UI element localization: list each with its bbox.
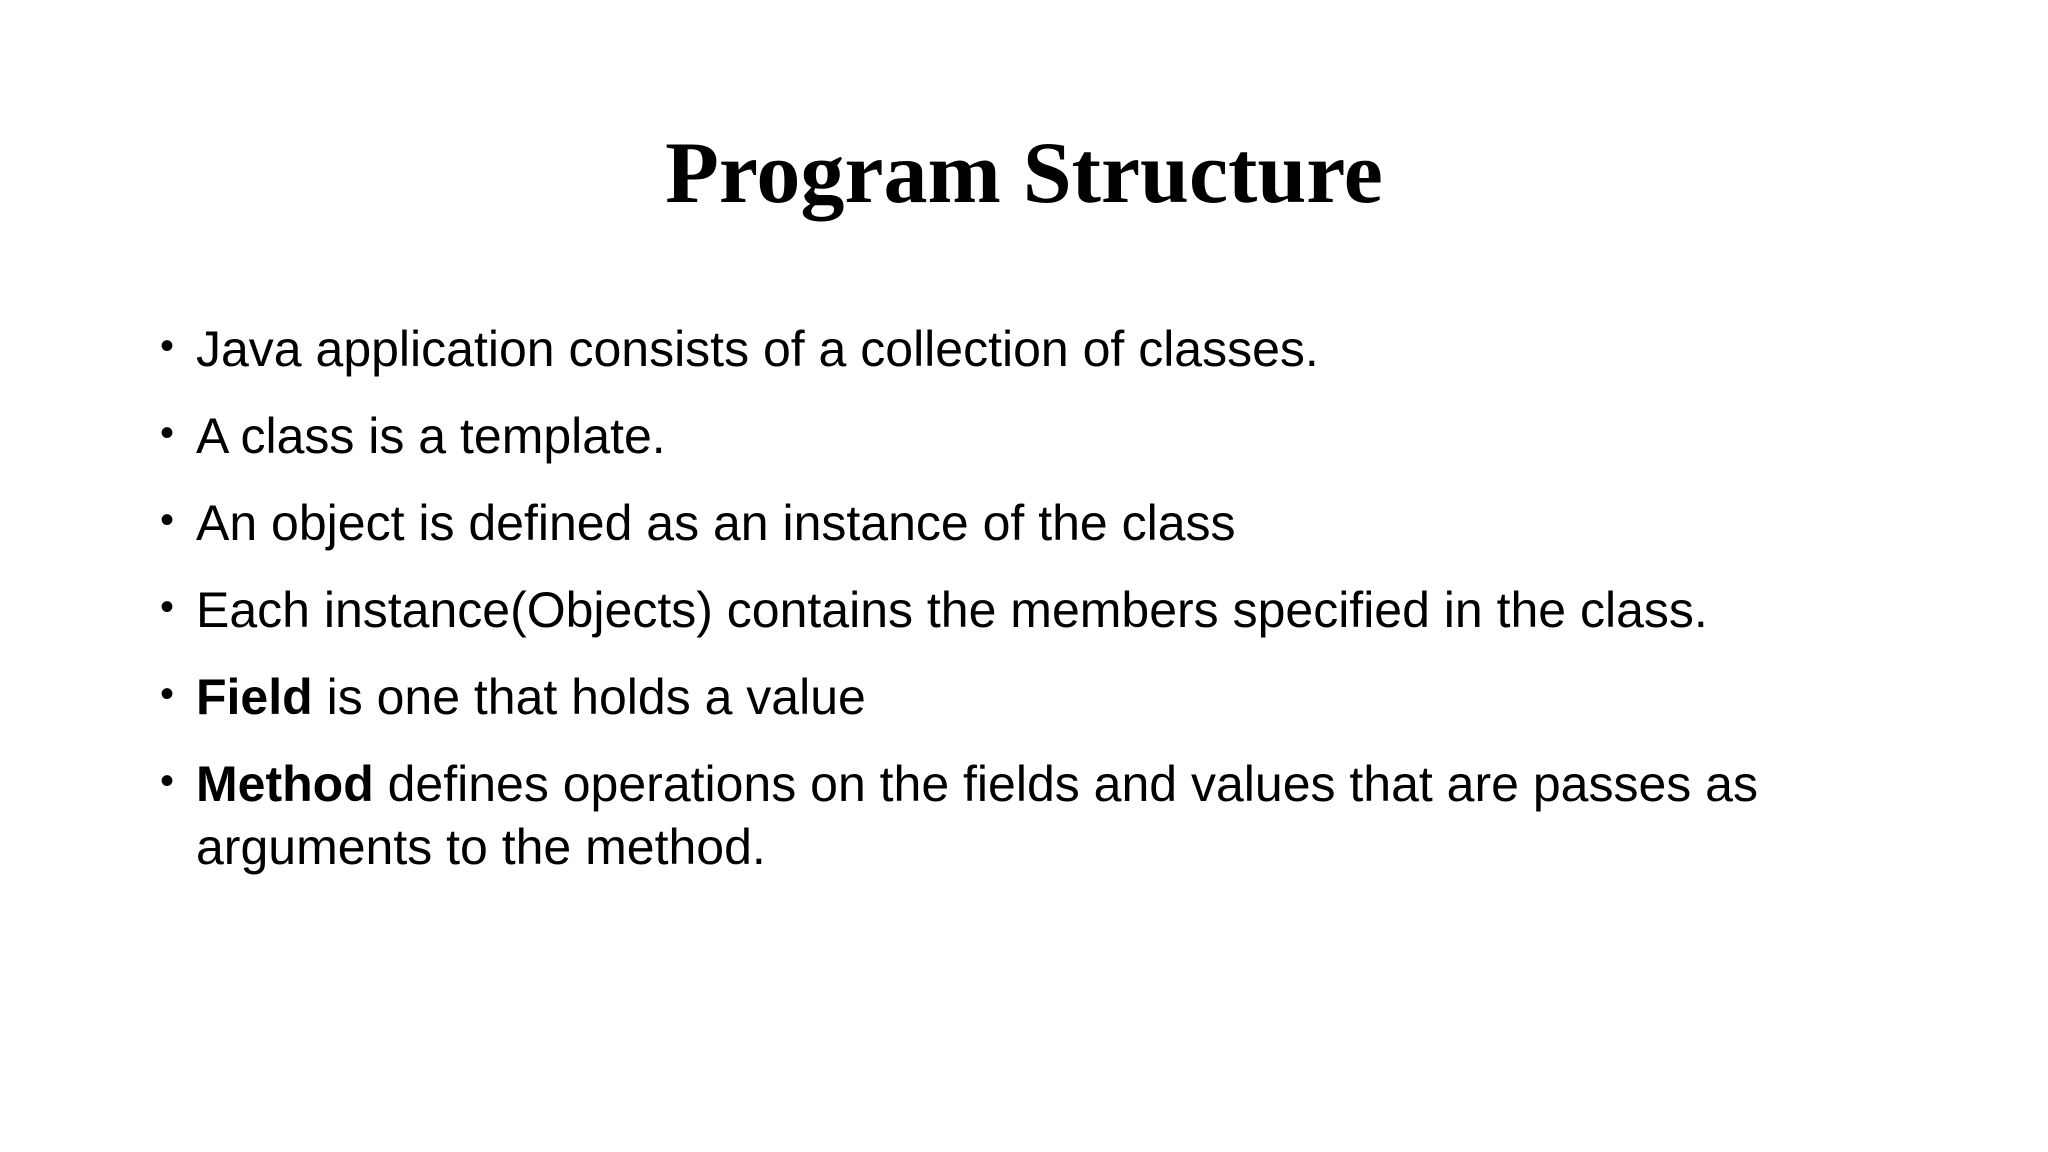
bullet-item-field (160, 666, 1920, 729)
bullet-item-object-instance (160, 492, 1920, 555)
bullet-item-class-template (160, 405, 1920, 468)
bullet-text: An object is defined as an instance of the class (196, 495, 1236, 551)
bullet-icon: • (160, 759, 175, 803)
bullet-icon: • (160, 411, 175, 455)
bullet-text: defines operations on the fields and values that are passes as arguments to the method. (196, 756, 1758, 875)
bullet-icon: • (160, 324, 175, 368)
bullet-list (160, 318, 1920, 903)
bullet-icon: • (160, 585, 175, 629)
bullet-item-instance-members (160, 579, 1920, 642)
bullet-text: A class is a template. (196, 408, 666, 464)
bullet-item-java-application (160, 318, 1920, 381)
bullet-icon: • (160, 498, 175, 542)
term-method: Method (196, 756, 374, 812)
slide-title: Program Structure (665, 125, 1383, 222)
bullet-text: Each instance(Objects) contains the members specified in the class. (196, 582, 1708, 638)
bullet-item-method (160, 753, 1920, 879)
bullet-icon: • (160, 672, 175, 716)
term-field: Field (196, 669, 313, 725)
bullet-text: Java application consists of a collection of classes. (196, 321, 1319, 377)
bullet-text: is one that holds a value (312, 669, 866, 725)
